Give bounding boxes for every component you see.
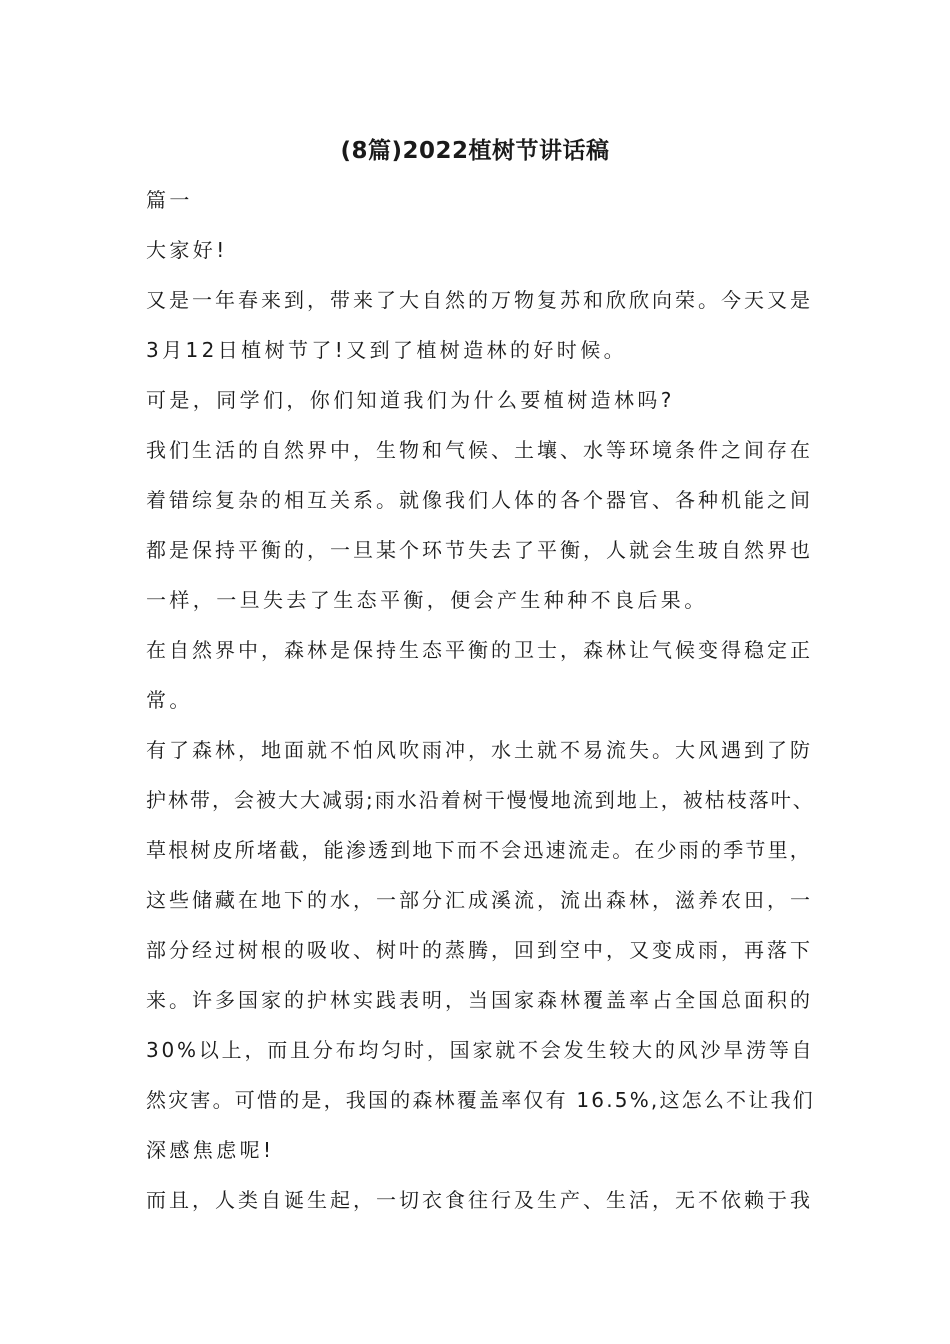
paragraph-line: 大家好!: [146, 238, 228, 262]
paragraph-line: 着错综复杂的相互关系。就像我们人体的各个器官、各种机能之间: [146, 488, 813, 512]
paragraph-line: 一样，一旦失去了生态平衡，便会产生种种不良后果。: [146, 588, 708, 612]
paragraph-line: 都是保持平衡的，一旦某个环节失去了平衡，人就会生玻自然界也: [146, 538, 813, 562]
paragraph-line: 我们生活的自然界中，生物和气候、土壤、水等环境条件之间存在: [146, 438, 813, 462]
paragraph-line: 而且，人类自诞生起，一切衣食往行及生产、生活，无不依赖于我: [146, 1188, 813, 1212]
paragraph-line: 来。许多国家的护林实践表明，当国家森林覆盖率占全国总面积的: [146, 988, 813, 1012]
paragraph-line: 30%以上，而且分布均匀时，国家就不会发生较大的风沙旱涝等自: [146, 1038, 815, 1062]
paragraph-line: 又是一年春来到，带来了大自然的万物复苏和欣欣向荣。今天又是: [146, 288, 813, 312]
paragraph-line: 在自然界中，森林是保持生态平衡的卫士，森林让气候变得稳定正: [146, 638, 813, 662]
paragraph-line: 部分经过树根的吸收、树叶的蒸腾，回到空中，又变成雨，再落下: [146, 938, 813, 962]
paragraph-line: 3月12日植树节了!又到了植树造林的好时候。: [146, 338, 627, 362]
paragraph-line: 这些储藏在地下的水，一部分汇成溪流，流出森林，滋养农田，一: [146, 888, 813, 912]
paragraph-line: 可是，同学们，你们知道我们为什么要植树造林吗?: [146, 388, 675, 412]
paragraph-line: 有了森林，地面就不怕风吹雨冲，水土就不易流失。大风遇到了防: [146, 738, 813, 762]
paragraph-line: 深感焦虑呢!: [146, 1138, 275, 1162]
paragraph-line: 常。: [146, 688, 193, 712]
paragraph-line: 护林带，会被大大减弱;雨水沿着树干慢慢地流到地上，被枯枝落叶、: [146, 788, 815, 812]
paragraph-line: 草根树皮所堵截，能渗透到地下而不会迅速流走。在少雨的季节里，: [146, 838, 812, 862]
paragraph-line: 然灾害。可惜的是，我国的森林覆盖率仅有 16.5%,这怎么不让我们: [146, 1088, 815, 1112]
document-title: (8篇)2022植树节讲话稿: [340, 138, 610, 164]
paragraph-line: 篇一: [146, 188, 193, 212]
